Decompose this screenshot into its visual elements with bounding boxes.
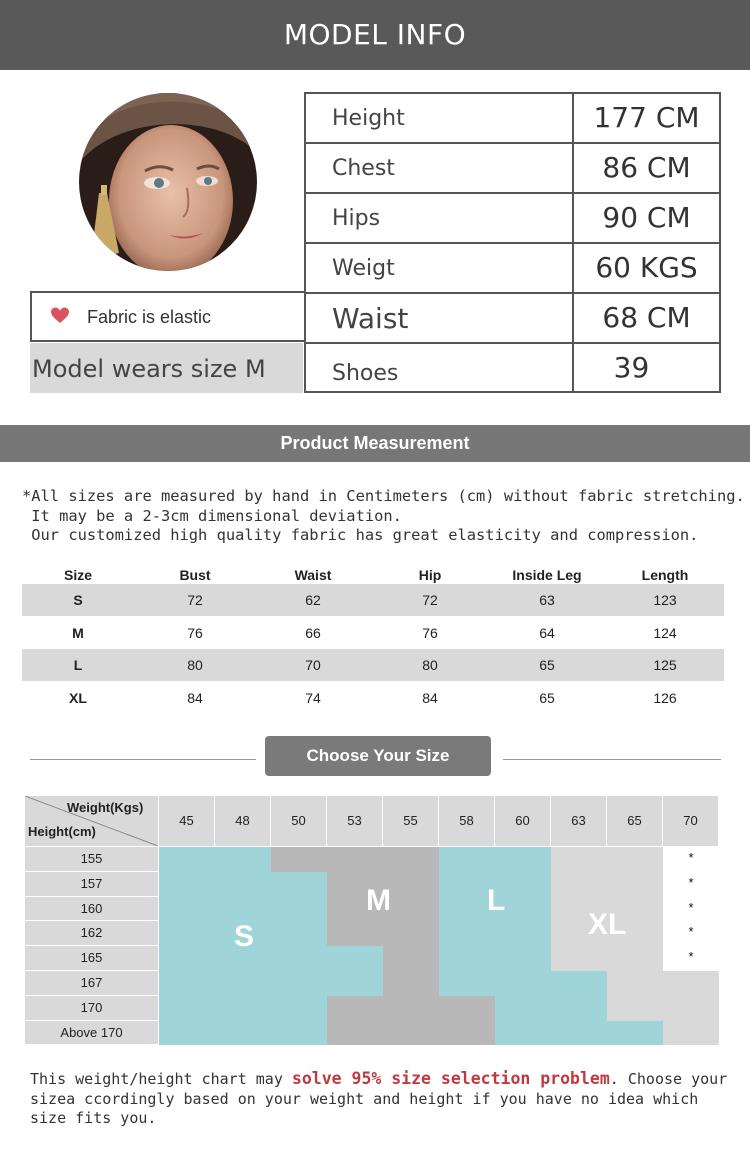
measurement-notes <box>22 487 745 546</box>
star-marker: * <box>688 899 694 915</box>
size-zone-block <box>271 872 327 1046</box>
model-avatar <box>79 93 257 271</box>
measurement-cell: 84 <box>422 689 438 706</box>
model-info-row-chest <box>304 142 721 192</box>
measurement-cell: 72 <box>422 592 438 608</box>
size-zone-block <box>663 1021 719 1046</box>
measurement-cell: 80 <box>187 657 203 673</box>
note-line: *All sizes are measured by hand in Centimeters (cm) without fabric stretching. <box>22 487 745 505</box>
weight-header-cell: 70 <box>663 796 718 846</box>
measurement-cell: S <box>73 592 83 608</box>
size-label-s: S <box>234 920 255 953</box>
measurement-cell: 65 <box>539 689 555 706</box>
size-zone-block <box>607 971 719 1021</box>
model-info-row-weight <box>304 242 721 292</box>
measurement-cell: 76 <box>422 624 438 641</box>
model-info-row-height <box>304 92 721 142</box>
measurement-cell: 74 <box>305 689 321 706</box>
measurement-cell: 84 <box>187 689 203 706</box>
footer-note <box>30 1069 730 1129</box>
size-zone-block <box>271 847 439 872</box>
measurement-header-cell: Bust <box>179 567 211 583</box>
measurement-cell: 80 <box>422 657 438 673</box>
star-marker: * <box>688 949 694 965</box>
weight-header-cell: 48 <box>215 796 270 846</box>
footer-text: . Choose your sizea ccordingly based on your weight and height if you have no idea which size fits you. <box>30 1070 728 1127</box>
measurement-cell: 124 <box>653 624 677 641</box>
measurement-cell: 65 <box>539 657 555 673</box>
info-value: 86 CM <box>602 151 691 184</box>
fabric-note <box>30 291 306 342</box>
weight-header-cell: 65 <box>607 796 662 846</box>
choose-size-button: Choose Your Size <box>265 736 491 776</box>
note-line: It may be a 2-3cm dimensional deviation. <box>22 506 402 525</box>
measurement-header-cell: Size <box>63 567 92 583</box>
measurement-cell: 126 <box>653 689 677 706</box>
measurement-cell: 72 <box>187 592 203 608</box>
height-row-label: 162 <box>25 921 158 945</box>
size-zone-block <box>495 996 607 1021</box>
measurement-row <box>22 617 724 649</box>
measurement-cell: 63 <box>539 592 555 608</box>
measurement-cell: 125 <box>653 657 677 673</box>
weight-header-cell: 63 <box>551 796 606 846</box>
weight-header-cell: 45 <box>159 796 214 846</box>
weight-header-cell: 58 <box>439 796 494 846</box>
weight-header-cell: 50 <box>271 796 326 846</box>
height-axis-label: Height(cm) <box>28 824 96 839</box>
footer-text: This weight/height chart may <box>30 1070 292 1088</box>
note-line: Our customized high quality fabric has great elasticity and compression. <box>22 526 699 544</box>
measurement-row <box>22 649 724 681</box>
measurement-cell: 76 <box>187 624 203 641</box>
weight-axis-label: Weight(Kgs) <box>67 800 144 815</box>
footer-highlight: solve 95% size selection problem <box>291 1069 610 1088</box>
measurement-cell: 70 <box>305 657 321 673</box>
info-label: Weigt <box>306 244 574 292</box>
size-zone-block <box>159 847 271 1045</box>
measurement-cell: 66 <box>305 624 321 641</box>
info-label: Shoes <box>306 344 574 391</box>
info-label: Hips <box>306 194 574 242</box>
star-marker: * <box>688 874 694 890</box>
measurement-cell: 123 <box>653 592 677 608</box>
measurement-cell: L <box>73 657 83 673</box>
measurement-cell: XL <box>69 689 87 706</box>
measurement-cell: 64 <box>539 624 555 641</box>
weight-header-cell: 55 <box>383 796 438 846</box>
weight-header-cell: 53 <box>327 796 382 846</box>
size-chart <box>25 796 720 1045</box>
measurement-row <box>22 682 724 714</box>
size-label-m: M <box>366 884 391 917</box>
info-value: 177 CM <box>593 101 700 134</box>
model-info-row-hips <box>304 192 721 242</box>
height-row-label: 160 <box>25 897 158 921</box>
height-row-label: 170 <box>25 996 158 1020</box>
info-label: Chest <box>306 144 574 192</box>
measurement-header-cell: Waist <box>294 567 332 583</box>
info-label: Waist <box>306 294 574 342</box>
size-label-xl: XL <box>588 908 627 941</box>
height-row-label: 157 <box>25 872 158 896</box>
model-info-header: MODEL INFO <box>0 0 750 70</box>
divider-right <box>503 759 721 760</box>
info-value: 90 CM <box>602 201 691 234</box>
size-zone-block <box>495 1021 663 1046</box>
divider-left <box>30 759 256 760</box>
size-zone-block <box>439 971 607 996</box>
info-label: Height <box>306 94 574 142</box>
size-label-l: L <box>487 884 506 917</box>
star-marker: * <box>688 850 694 865</box>
info-value: 39 <box>613 351 650 384</box>
height-row-label: 155 <box>25 847 158 871</box>
height-row-label: 165 <box>25 946 158 970</box>
heart-icon <box>50 306 70 326</box>
weight-header-cell: 60 <box>495 796 550 846</box>
star-marker: * <box>688 924 694 940</box>
model-info-row-shoes <box>304 342 721 393</box>
height-row-label: Above 170 <box>25 1021 158 1045</box>
height-row-label: 167 <box>25 971 158 995</box>
info-value: 68 CM <box>602 301 691 334</box>
product-measurement-header: Product Measurement <box>0 425 750 462</box>
measurement-header-cell: Length <box>641 567 689 583</box>
measurement-header-cell: Inside Leg <box>512 567 582 583</box>
measurement-header-cell: Hip <box>418 567 442 583</box>
measurement-cell: M <box>72 624 84 641</box>
measurement-cell: 62 <box>305 592 321 608</box>
model-info-row-waist <box>304 292 721 342</box>
info-value: 60 KGS <box>595 251 698 284</box>
fabric-note-text: Fabric is elastic <box>87 307 212 327</box>
size-zone-block <box>327 996 495 1046</box>
measurement-row <box>22 584 724 616</box>
size-zone-block <box>327 946 383 996</box>
size-zone-block <box>383 946 439 996</box>
model-wears-size: Model wears size M <box>30 343 303 393</box>
